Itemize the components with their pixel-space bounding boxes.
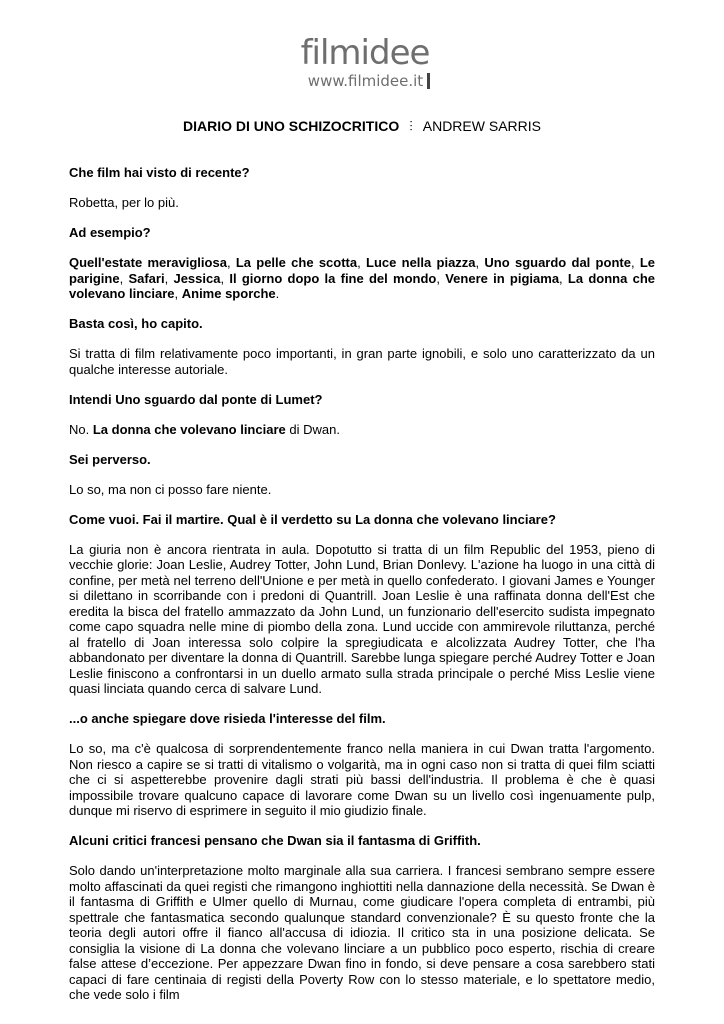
answer: Lo so, ma non ci posso fare niente. xyxy=(69,481,272,497)
logo-wordmark: filmidee xyxy=(300,33,430,73)
question: Che film hai visto di recente? xyxy=(69,165,250,180)
film-title: Luce nella piazza xyxy=(366,255,476,270)
logo-url: www.filmidee.it xyxy=(307,72,424,90)
film-title: Quell'estate meravigliosa xyxy=(69,255,227,270)
film-title: Le parigine xyxy=(69,255,656,286)
question: Basta così, ho capito. xyxy=(69,316,203,331)
article-body xyxy=(69,165,655,1017)
question: Intendi Uno sguardo dal ponte di Lumet? xyxy=(69,391,323,407)
logo-mark-icon xyxy=(427,73,430,89)
answer: Robetta, per lo più. xyxy=(69,195,179,210)
question: ...o anche spiegare dove risieda l'interesse del film. xyxy=(69,711,386,726)
article-title xyxy=(0,118,724,135)
title-main: DIARIO DI UNO SCHIZOCRITICO xyxy=(183,118,400,134)
film-title: Venere in pigiama xyxy=(445,270,560,286)
answer xyxy=(69,422,655,438)
answer-suffix: di Dwan. xyxy=(285,421,340,437)
title-separator: ⫶ xyxy=(409,118,413,134)
question: Ad esempio? xyxy=(69,225,151,240)
title-author: ANDREW SARRIS xyxy=(422,118,541,134)
film-title: La donna che volevano linciare xyxy=(69,270,655,301)
film-title: La donna che volevano linciare xyxy=(92,421,286,437)
film-title: Anime sporche xyxy=(181,286,276,301)
answer: La giuria non è ancora rientrata in aula. Dopotutto si tratta di un film Republic del 1953, pieno di vecchie glorie: Joan Leslie, Audrey Totter, John Lund, Brian Donlevy. L'azione ha luogo in una città di confine, per metà nel terreno dell'Unione e per metà in quello confederato. I giovani James e Younger si dilettano in scorribande con i predoni di Quantrill. Joan Leslie è una raffinata donna dell'Est che eredita la bisca del fratello ammazzato da John Lund, un funzionario dell'esercito sudista impegnato come capo squadra nelle mine di piombo della zona. Lund uccide con ammirevole riluttanza, perché al fratello di Joan interessa solo colpire la spregiudicata e alcolizzata Audrey Totter, che l'ha abbandonato per diventare la donna di Quantrill. Sarebbe lunga spiegare perché Audrey Totter e Joan Leslie finiscono a confrontarsi in un duello armato sulla strada principale o perché Miss Leslie viene quasi linciata quando cerca di salvare Lund. xyxy=(69,541,655,696)
film-title: Uno sguardo dal ponte xyxy=(484,255,631,270)
site-logo[interactable] xyxy=(0,33,724,91)
film-title: La pelle che scotta xyxy=(235,255,358,270)
film-title: Il giorno dopo la fine del mondo xyxy=(229,270,437,286)
answer-prefix: No. xyxy=(69,421,93,437)
answer: Lo so, ma c'è qualcosa di sorprendentemente franco nella maniera in cui Dwan tratta l'argomento. Non riesco a capire se si tratti di vitalismo o volgarità, ma in ogni caso non si tratta di quei film sciatti che ci si aspetterebbe provenire dagli strati più bassi dell'industria. Il problema è che è quasi impossibile trovare qualcuno capace di lavorare come Dwan su un livello così ingenuamente pulp, dunque mi riservo di esprimere in seguito il mio giudizio finale. xyxy=(69,741,655,818)
answer: Solo dando un'interpretazione molto marginale alla sua carriera. I francesi sembrano sempre essere molto affascinati da quei registi che rimangono inghiottiti nella dannazione della necessità. Se Dwan è il fantasma di Griffith e Ulmer quello di Murnau, come giudicare l'opera completa di entrambi, più spettrale che fantasmatica secondo qualunque standard convenzionale? È su questo fronte che la teoria degli autori offre il fianco all'accusa di idiozia. Il critico sta in una posizione delicata. Se consiglia la visione di La donna che volevano linciare a un pubblico poco esperto, rischia di creare false attese d’eccezione. Per appezzare Dwan fino in fondo, si deve pensare a cosa sarebbero stati capaci di fare centinaia di registi della Poverty Row con lo stesso materiale, e lo spettatore medio, che vede solo i film xyxy=(69,863,655,1002)
film-title: Safari xyxy=(128,270,165,286)
answer: Si tratta di film relativamente poco importanti, in gran parte ignobili, e solo uno caratterizzato da un qualche interesse autoriale. xyxy=(69,346,655,377)
question: Come vuoi. Fai il martire. Qual è il verdetto su La donna che volevano linciare? xyxy=(69,511,556,527)
question: Alcuni critici francesi pensano che Dwan sia il fantasma di Griffith. xyxy=(69,833,481,848)
answer-film-list: Quell'estate meravigliosa, La pelle che scotta, Luce nella piazza, Uno sguardo dal ponte, Le parigine, Safari, Jessica, Il giorno dopo la fine del mondo, Venere in pigiama, La donna che volevano linciare, Anime sporche. xyxy=(69,255,656,301)
film-title: Jessica xyxy=(173,270,221,286)
question: Sei perverso. xyxy=(69,451,151,467)
